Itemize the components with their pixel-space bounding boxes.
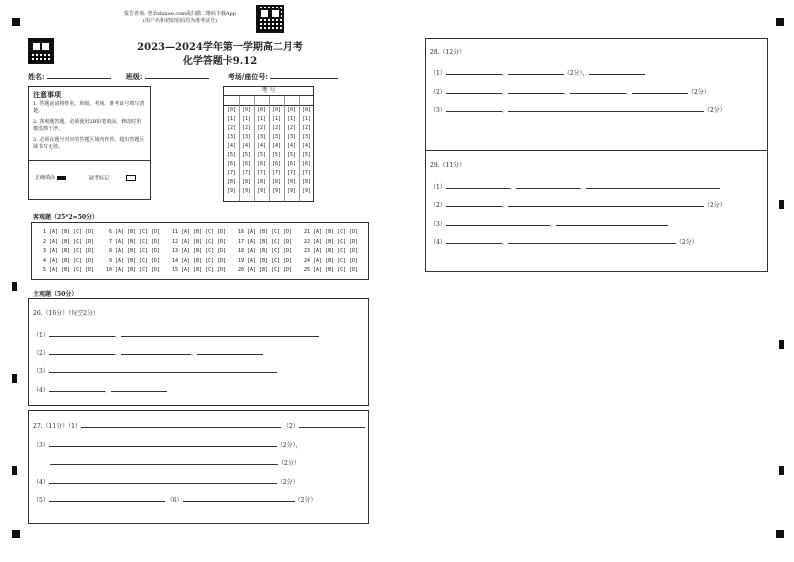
answer-options[interactable]: [A] [B] [C] [D] — [247, 238, 293, 245]
answer-blank[interactable] — [508, 237, 676, 244]
answer-options[interactable]: [A] [B] [C] [D] — [49, 267, 95, 273]
q27-line-5 — [33, 495, 316, 505]
filled-bubble-icon — [57, 176, 66, 180]
answer-blank[interactable] — [508, 68, 564, 75]
q28-score: （2分） — [687, 89, 710, 96]
exam-id-bubble[interactable]: [7] — [242, 170, 252, 176]
notes-item: 2. 客观题答题，必须使用2B铅笔填涂，修改时用橡皮擦干净。 — [33, 119, 142, 132]
objective-question-row[interactable] — [36, 267, 94, 274]
exam-id-bubble[interactable]: [3] — [302, 134, 312, 140]
exam-id-bubble[interactable]: [3] — [257, 134, 267, 140]
objective-question-row[interactable] — [234, 229, 292, 236]
exam-id-bubble[interactable]: [5] — [287, 152, 297, 158]
answer-options[interactable]: [A] [B] [C] [D] — [115, 248, 161, 254]
comma: 、 — [114, 350, 121, 357]
answer-options[interactable]: [A] [B] [C] [D] — [247, 267, 293, 273]
answer-options[interactable]: [A] [B] [C] [D] — [115, 267, 161, 273]
q27-score: （2分） — [278, 460, 300, 467]
answer-blank[interactable] — [446, 200, 502, 207]
objective-question-row[interactable] — [300, 239, 358, 246]
q27-line-1 — [33, 421, 365, 431]
objective-question-row[interactable] — [102, 239, 160, 246]
exam-id-bubble[interactable]: [2] — [272, 125, 282, 131]
objective-question-row[interactable] — [234, 248, 292, 255]
q27-score: （2分）， — [276, 442, 302, 449]
exam-id-bubble[interactable]: [8] — [242, 179, 252, 185]
exam-id-bubble[interactable]: [7] — [302, 170, 312, 176]
exam-id-bubble[interactable]: [9] — [242, 188, 252, 194]
answer-blank[interactable] — [632, 87, 688, 94]
exam-id-bubble[interactable]: [3] — [272, 134, 282, 140]
class-label: 班级: — [125, 72, 143, 81]
answer-blank[interactable] — [49, 366, 277, 373]
registration-mark — [779, 200, 784, 209]
question-number: 15 — [171, 267, 178, 273]
objective-answer-box — [31, 222, 369, 280]
objective-heading: 客观题（25*2=50分） — [33, 214, 99, 221]
q26-label-2: （2） — [33, 350, 49, 357]
comma: 、 — [501, 239, 508, 246]
q29-line-1 — [430, 182, 720, 192]
answer-blank[interactable] — [556, 219, 668, 226]
answer-options[interactable]: [A] [B] [C] [D] — [247, 229, 293, 235]
question-number: 19 — [237, 257, 244, 264]
answer-blank[interactable] — [299, 421, 365, 428]
exam-id-bubble[interactable]: [3] — [287, 134, 297, 140]
q28-line-1 — [430, 68, 645, 78]
exam-id-bubble[interactable]: [1] — [227, 116, 237, 122]
objective-question-row[interactable] — [300, 248, 358, 255]
q28-label-1: （1） — [430, 70, 446, 77]
answer-options[interactable]: [A] [B] [C] [D] — [313, 238, 359, 245]
answer-options[interactable]: [A] [B] [C] [D] — [247, 248, 293, 254]
q27-line-3b — [33, 458, 300, 468]
exam-id-bubble[interactable]: [3] — [242, 134, 252, 140]
answer-options[interactable]: [A] [B] [C] [D] — [181, 238, 227, 245]
answer-blank[interactable] — [516, 182, 580, 189]
q26-label-1: （1） — [33, 332, 49, 339]
exam-id-bubble[interactable]: [9] — [272, 188, 282, 194]
q29-score: （2分） — [703, 202, 726, 209]
registration-mark — [12, 18, 20, 26]
registration-mark — [12, 466, 17, 475]
answer-blank[interactable] — [183, 495, 295, 502]
answer-blank[interactable] — [446, 237, 502, 244]
notes-item: 3. 必须在题号对应的答题区域内作答，超出答题区域书写无效。 — [33, 137, 145, 150]
question-number: 25 — [303, 267, 310, 273]
q27-line-3 — [33, 440, 302, 450]
answer-options[interactable]: [A] [B] [C] [D] — [313, 229, 359, 235]
comma: 、 — [501, 89, 508, 96]
answer-options[interactable]: [A] [B] [C] [D] — [49, 238, 95, 245]
comma: 、 — [549, 221, 556, 228]
exam-id-bubble[interactable]: [2] — [287, 125, 297, 131]
exam-id-bubble[interactable]: [2] — [242, 125, 252, 131]
comma: 、 — [625, 89, 632, 96]
answer-options[interactable]: [A] [B] [C] [D] — [115, 229, 161, 235]
answer-blank[interactable] — [508, 105, 704, 112]
exam-id-bubble[interactable]: [6] — [257, 161, 267, 167]
answer-blank[interactable] — [570, 87, 626, 94]
absent-mark-label: 缺考标记 — [89, 175, 110, 182]
objective-question-row[interactable] — [234, 239, 292, 246]
notes-heading: 注意事项 — [33, 90, 61, 99]
exam-id-bubble[interactable]: [2] — [302, 125, 312, 131]
answer-blank[interactable] — [508, 200, 704, 207]
exam-id-bubble[interactable]: [8] — [302, 179, 312, 185]
question-number: 14 — [171, 257, 178, 264]
q28-label-3: （3） — [430, 107, 446, 114]
exam-id-bubble[interactable]: [8] — [272, 179, 282, 185]
comma: 、 — [579, 184, 586, 191]
question-number: 24 — [303, 257, 310, 264]
q28-title: 28.（12分） — [430, 49, 466, 56]
notice-line-2: (用户名和初始密码均为准考证号) — [143, 18, 217, 24]
exam-id-bubble[interactable]: [7] — [272, 170, 282, 176]
q27-label-3: （3） — [33, 442, 49, 449]
comma: 、 — [501, 107, 508, 114]
q27-score: （2分） — [294, 497, 317, 504]
exam-id-bubble[interactable]: [9] — [257, 188, 267, 194]
answer-options[interactable]: [A] [B] [C] [D] — [313, 248, 359, 254]
answer-blank[interactable] — [49, 348, 115, 355]
answer-blank[interactable] — [81, 421, 281, 428]
exam-id-bubble[interactable]: [6] — [227, 161, 237, 167]
notice-line-1: 报告查询: 登录zhixue.com或扫描二维码下载App — [124, 11, 236, 17]
correct-fill-label: 正确填涂 — [35, 175, 56, 181]
question-number: 17 — [237, 238, 244, 245]
answer-options[interactable]: [A] [B] [C] [D] — [247, 257, 293, 264]
answer-options[interactable]: [A] [B] [C] [D] — [49, 257, 95, 264]
exam-id-bubble[interactable]: [6] — [302, 161, 312, 167]
q29-line-4 — [430, 237, 698, 247]
answer-blank[interactable] — [446, 105, 502, 112]
q28-box — [425, 38, 768, 151]
answer-options[interactable]: [A] [B] [C] [D] — [181, 267, 227, 273]
objective-question-row[interactable] — [36, 248, 94, 255]
q29-score: （2分） — [675, 239, 698, 246]
q27-score: （2分） — [276, 479, 299, 486]
q29-title: 29.（11分） — [430, 162, 466, 169]
exam-id-bubble[interactable]: [5] — [242, 152, 252, 158]
exam-id-bubble[interactable]: [0] — [257, 107, 267, 113]
answer-blank[interactable] — [50, 458, 278, 465]
exam-id-bubble[interactable]: [5] — [272, 152, 282, 158]
question-number: 5 — [42, 267, 46, 273]
registration-mark — [776, 530, 784, 538]
q27-label-4: （4） — [33, 479, 49, 486]
answer-blank[interactable] — [121, 348, 191, 355]
report-notice — [110, 11, 250, 25]
registration-mark — [12, 374, 17, 383]
exam-id-bubble[interactable]: [7] — [287, 170, 297, 176]
comma: 、 — [509, 184, 516, 191]
question-number: 1 — [42, 229, 46, 235]
question-number: 13 — [171, 248, 178, 254]
q26-label-4: （4） — [33, 387, 49, 394]
exam-id-bubble[interactable]: [8] — [257, 179, 267, 185]
q26-title: 26.（16分）（每空2分） — [33, 310, 99, 317]
exam-id-bubble[interactable]: [4] — [302, 143, 312, 149]
exam-id-bubble[interactable]: [0] — [227, 107, 237, 113]
objective-question-row[interactable] — [36, 229, 94, 236]
answer-blank[interactable] — [111, 385, 167, 392]
question-number: 16 — [237, 229, 244, 235]
answer-blank[interactable] — [446, 182, 510, 189]
exam-id-bubble[interactable]: [9] — [302, 188, 312, 194]
exam-id-bubble[interactable]: [7] — [227, 170, 237, 176]
exam-id-bubble[interactable]: [9] — [227, 188, 237, 194]
answer-blank[interactable] — [446, 68, 502, 75]
answer-blank[interactable] — [508, 87, 564, 94]
answer-blank[interactable] — [446, 87, 502, 94]
answer-blank[interactable] — [49, 477, 277, 484]
q27-box — [28, 410, 369, 524]
q29-label-2: （2） — [430, 202, 446, 209]
objective-question-row[interactable] — [168, 248, 226, 255]
answer-options[interactable]: [A] [B] [C] [D] — [115, 257, 161, 264]
q29-box — [425, 150, 768, 272]
exam-id-bubble[interactable]: [6] — [242, 161, 252, 167]
exam-id-bubble[interactable]: [3] — [227, 134, 237, 140]
answer-blank[interactable] — [586, 182, 720, 189]
app-qr-code[interactable] — [256, 5, 284, 33]
name-field[interactable] — [47, 72, 111, 79]
q28-score: （2分） — [703, 107, 726, 114]
registration-mark — [12, 282, 17, 291]
objective-question-row[interactable] — [168, 239, 226, 246]
answer-options[interactable]: [A] [B] [C] [D] — [49, 229, 95, 235]
q28-score: （2分）， — [563, 70, 589, 77]
q29-label-1: （1） — [430, 184, 446, 191]
exam-id-bubble[interactable]: [4] — [227, 143, 237, 149]
question-number: 12 — [171, 238, 178, 245]
exam-id-grid — [223, 86, 314, 202]
comma: 、 — [104, 387, 111, 394]
question-number: 18 — [237, 248, 244, 254]
objective-question-row[interactable] — [102, 229, 160, 236]
answer-options[interactable]: [A] [B] [C] [D] — [49, 248, 95, 254]
exam-id-bubble[interactable]: [6] — [287, 161, 297, 167]
exam-id-bubble[interactable]: [1] — [302, 116, 312, 122]
question-number: 23 — [303, 248, 310, 254]
q27-title: 27.（11分）（1） — [33, 423, 81, 430]
exam-id-bubble[interactable]: [1] — [257, 116, 267, 122]
answer-options[interactable]: [A] [B] [C] [D] — [313, 257, 359, 264]
exam-id-bubble[interactable]: [1] — [242, 116, 252, 122]
exam-id-bubble[interactable]: [7] — [257, 170, 267, 176]
question-number: 9 — [108, 257, 112, 264]
correct-fill-sample — [35, 175, 66, 182]
subjective-heading: 主观题（50分） — [33, 291, 78, 298]
q26-box — [28, 298, 369, 406]
objective-question-row[interactable] — [168, 229, 226, 236]
notes-box — [28, 86, 151, 200]
question-number: 7 — [108, 238, 112, 245]
question-number: 2 — [42, 238, 46, 245]
answer-blank[interactable] — [121, 330, 319, 337]
objective-question-row[interactable] — [102, 258, 160, 265]
exam-id-bubble[interactable]: [2] — [257, 125, 267, 131]
answer-options[interactable]: [A] [B] [C] [D] — [181, 257, 227, 264]
q28-line-2 — [430, 87, 710, 97]
absent-checkbox[interactable] — [126, 175, 136, 181]
objective-question-row[interactable] — [234, 267, 292, 274]
answer-blank[interactable] — [49, 495, 165, 502]
answer-blank[interactable] — [589, 68, 645, 75]
comma: 、 — [190, 350, 197, 357]
q27-label-5: （5） — [33, 497, 49, 504]
registration-mark — [776, 18, 784, 26]
question-number: 4 — [42, 257, 46, 264]
objective-question-row[interactable] — [234, 258, 292, 265]
q27-line-4 — [33, 477, 299, 487]
comma: 、 — [563, 89, 570, 96]
registration-mark — [779, 340, 784, 349]
objective-question-row[interactable] — [36, 239, 94, 246]
answer-options[interactable]: [A] [B] [C] [D] — [313, 267, 359, 273]
exam-id-bubble[interactable]: [8] — [227, 179, 237, 185]
question-number: 21 — [303, 229, 310, 235]
exam-id-bubble[interactable]: [1] — [287, 116, 297, 122]
question-number: 20 — [237, 267, 244, 273]
answer-blank[interactable] — [49, 385, 105, 392]
exam-id-bubble[interactable]: [5] — [302, 152, 312, 158]
answer-blank[interactable] — [446, 219, 550, 226]
q27-label-6: （6） — [166, 497, 183, 504]
exam-id-bubble[interactable]: [5] — [257, 152, 267, 158]
q29-label-3: （3） — [430, 221, 446, 228]
answer-options[interactable]: [A] [B] [C] [D] — [115, 238, 161, 245]
answer-options[interactable]: [A] [B] [C] [D] — [181, 248, 227, 254]
exam-id-bubble[interactable]: [4] — [272, 143, 282, 149]
question-number: 10 — [105, 267, 112, 273]
exam-id-bubble[interactable]: [1] — [272, 116, 282, 122]
exam-id-bubble[interactable]: [4] — [242, 143, 252, 149]
exam-id-bubble[interactable]: [0] — [242, 107, 252, 113]
q28-line-3 — [430, 105, 726, 115]
objective-question-row[interactable] — [300, 229, 358, 236]
comma: 、 — [501, 202, 508, 209]
comma: 、 — [114, 332, 121, 339]
objective-question-row[interactable] — [36, 258, 94, 265]
q26-label-3: （3） — [33, 368, 49, 375]
q29-line-2 — [430, 200, 726, 210]
comma: 、 — [501, 70, 508, 77]
q26-line-1 — [33, 330, 319, 340]
q26-line-3 — [33, 366, 277, 376]
q26-line-2 — [33, 348, 263, 358]
exam-id-bubble[interactable]: [4] — [287, 143, 297, 149]
registration-mark — [12, 530, 20, 538]
exam-id-bubble[interactable]: [8] — [287, 179, 297, 185]
q29-label-4: （4） — [430, 239, 446, 246]
seat-label: 考场/座位号: — [227, 72, 268, 81]
class-field[interactable] — [145, 72, 209, 79]
exam-id-bubble[interactable]: [9] — [287, 188, 297, 194]
exam-id-bubble[interactable]: [2] — [227, 125, 237, 131]
answer-blank[interactable] — [49, 440, 277, 447]
question-number: 11 — [171, 229, 178, 235]
answer-blank[interactable] — [49, 330, 115, 337]
objective-question-row[interactable] — [300, 267, 358, 274]
objective-question-row[interactable] — [102, 267, 160, 274]
question-number: 6 — [108, 229, 112, 235]
objective-question-row[interactable] — [102, 248, 160, 255]
exam-id-bubble[interactable]: [0] — [272, 107, 282, 113]
q27-label-2: （2） — [282, 423, 299, 430]
q29-line-3 — [430, 219, 668, 229]
page-subtitle: 化学答题卡9.12 — [182, 56, 258, 67]
answer-blank[interactable] — [197, 348, 263, 355]
exam-id-bubble[interactable]: [0] — [287, 107, 297, 113]
absent-mark-sample — [89, 175, 136, 183]
question-number: 22 — [303, 238, 310, 245]
exam-id-bubble[interactable]: [0] — [302, 107, 312, 113]
objective-question-row[interactable] — [168, 258, 226, 265]
name-label: 姓名: — [28, 72, 45, 81]
exam-id-bubble[interactable]: [4] — [257, 143, 267, 149]
student-qr-code — [28, 38, 54, 64]
student-info — [28, 72, 338, 81]
exam-id-bubble[interactable]: [5] — [227, 152, 237, 158]
registration-mark — [779, 466, 784, 475]
objective-question-row[interactable] — [300, 258, 358, 265]
q26-line-4 — [33, 385, 167, 395]
q28-label-2: （2） — [430, 89, 446, 96]
notes-item: 1. 答题前请将姓名、班级、考场、准考证号填写清楚。 — [33, 101, 145, 114]
question-number: 8 — [108, 248, 112, 254]
page-title: 2023—2024学年第一学期高二月考 — [137, 42, 303, 53]
objective-question-row[interactable] — [168, 267, 226, 274]
exam-id-heading: 考 号 — [224, 87, 313, 96]
exam-id-bubble[interactable]: [6] — [272, 161, 282, 167]
seat-field[interactable] — [270, 72, 338, 79]
answer-options[interactable]: [A] [B] [C] [D] — [181, 229, 227, 235]
question-number: 3 — [42, 248, 46, 254]
